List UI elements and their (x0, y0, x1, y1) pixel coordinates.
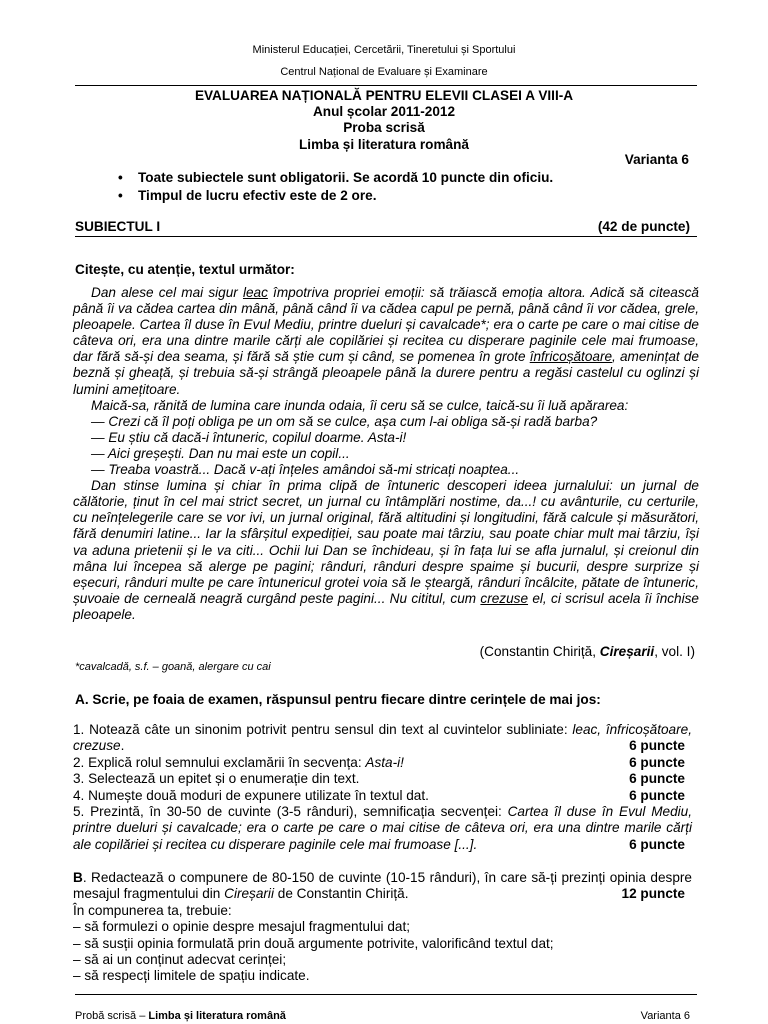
requirement-item: – să susții opinia formulată prin două argumente potrivite, valorificând textul dat; (73, 935, 554, 951)
title-line: EVALUAREA NAȚIONALĂ PENTRU ELEVII CLASEI A VIII-A (194, 88, 574, 103)
subject-divider (75, 236, 697, 237)
dialogue-line: — Crezi că îl poți obliga pe un om să se culce, așa cum l-ai obliga să-și radă barba? (91, 413, 598, 429)
footer-variant: Varianta 6 (640, 1010, 690, 1022)
requirement-item: – să ai un conținut adecvat cerinței; (73, 952, 287, 968)
footer-divider (75, 994, 697, 995)
underlined-word: crezuse (480, 590, 529, 606)
text-paragraph: Maică-sa, rănită de lumina care inunda odaia, îi ceru să se culce, taică-su îi luă apărarea: (91, 397, 629, 413)
question-points: 6 puncte (629, 738, 685, 754)
requirements-title: În compunerea ta, trebuie: (73, 902, 232, 918)
title-line: Limba și literatura română (299, 136, 469, 152)
subject-points: (42 de puncte) (597, 219, 690, 234)
text-paragraph: Dan alese cel mai sigur leac împotriva propriei emoții: să trăiască emoția altora. Adică să citească până îi va cădea cartea din mână, până când îi va cădea capul pe pernă, până când îi vor cădea, grele, pleoapele. Cartea îl duse în Evul Mediu, printre dueluri și cavalcade*; era o carte pe care o mai citise de câteva ori, era una dintre marile cărți ale copilăriei și recitea cu disperare paginile cele mai frumoase, dar fără să-și dea seama, și fără să știe cum și când, se pomenea în grote înfricoșătoare, amenințat de beznă și gheață, și trebuia să-și strângă pleoapele până la durere pentru a regăsi castelul cu oglinzi și lumini amețitoare. (73, 285, 699, 397)
underlined-word: înfricoșătoare (529, 349, 613, 365)
requirement-item: – să formulezi o opinie despre mesajul fragmentului dat; (73, 919, 411, 935)
dialogue-line: — Eu știu că dacă-i întuneric, copilul doarme. Asta-i! (91, 429, 407, 445)
part-b (73, 870, 692, 985)
part-b-task: B. Redactează o compunere de 80-150 de cuvinte (10-15 rânduri), în care să-ți prezinți opinia despre mesajul fragmentului din Cireșarii de Constantin Chiriță. 12 puncte (73, 870, 692, 902)
reading-instruction: Citește, cu atenție, textul următor: (75, 262, 295, 277)
rule-item: • Toate subiectele sunt obligatorii. Se acordă 10 puncte din oficiu. (116, 169, 716, 187)
question-points: 6 puncte (629, 771, 685, 787)
exam-rules (116, 169, 716, 205)
question-5: 5. Prezintă, în 30-50 de cuvinte (3-5 rânduri), semnificația secvenței: Cartea îl duse în Evul Mediu, printre dueluri și cavalcade; era o carte pe care o mai citise de câteva ori, era una dintre marile cărți ale copilăriei și recitea cu disperare paginile cele mai frumoase [...]. 6 puncte (73, 804, 692, 852)
variant-label: Varianta 6 (624, 152, 689, 167)
part-a-questions (73, 722, 692, 853)
footnote: *cavalcadă, s.f. – goană, alergare cu cai (75, 661, 271, 673)
part-a-title: A. Scrie, pe foaia de examen, răspunsul pentru fiecare dintre cerințele de mai jos: (75, 692, 601, 707)
question-points: 6 puncte (629, 836, 685, 852)
dialogue-line: — Treaba voastră... Dacă v-ați înțeles amândoi să-mi stricați noaptea... (91, 462, 520, 478)
question-points: 6 puncte (629, 754, 685, 770)
question-3: 3. Selectează un epitet și o enumerație din text. 6 puncte (73, 771, 692, 787)
question-2: 2. Explică rolul semnului exclamării în secvența: Asta-i! 6 puncte (73, 755, 692, 771)
text-paragraph: Dan stinse lumina și chiar în prima clipă de întuneric descoperi ideea jurnalului: un jurnal de călătorie, ținut în cel mai strict secret, un jurnal cu întâmplări nostime, da...! cu avânturile, cu certurile, cu neînțelegerile care se vor ivi, un jurnal original, fără altitudini și longitudini, fără calcule și măsurători, fără denumiri latine... Iar la sfârșitul expediției, sau poate mai târziu, sau poate chiar mult mai târziu, își va aduna prietenii și le va citi... Ochii lui Dan se închideau, și în fața lui se afla jurnalul, și creionul din mâna lui începea să alerge pe pagini; rânduri, rânduri despre spaime și bucurii, despre surprize și eșecuri, rânduri multe pe care întunericul grotei voia să le șteargă, rânduri încâlcite, pătate de întuneric, șuvoaie de cerneală neagră curgând peste pagini... Nu cititul, cum crezuse el, ci scrisul acela îi închise pleoapele. (73, 478, 699, 622)
dialogue-line: — Aici greșești. Dan nu mai este un copil... (91, 445, 350, 461)
question-1: 1. Notează câte un sinonim potrivit pentru sensul din text al cuvintelor subliniate: leac, înfricoșătoare, crezuse. 6 puncte (73, 722, 692, 754)
center-name: Centrul Național de Evaluare și Examinare (280, 66, 488, 78)
subject-title: SUBIECTUL I (75, 219, 161, 234)
header-divider (75, 85, 697, 86)
subject-heading (75, 219, 690, 234)
exam-title (0, 88, 768, 153)
question-4: 4. Numește două moduri de expunere utilizate în textul dat. 6 puncte (73, 788, 692, 804)
requirement-item: – să respecți limitele de spațiu indicate. (73, 968, 310, 984)
question-points: 6 puncte (629, 787, 685, 803)
ministry-name: Ministerul Educației, Cercetării, Tineretului și Sportului (252, 44, 516, 56)
work-title: Cireșarii (599, 644, 655, 659)
rule-item: • Timpul de lucru efectiv este de 2 ore. (116, 187, 716, 205)
question-points: 12 puncte (621, 886, 685, 902)
title-line: Anul școlar 2011-2012 (312, 104, 456, 120)
literary-text (73, 285, 699, 623)
footer-subject: Limba și literatura română (148, 1010, 286, 1022)
footer-left: Probă scrisă – Limba și literatura română (75, 1010, 286, 1022)
title-line: Proba scrisă (343, 120, 425, 136)
text-source: (Constantin Chiriță, Cireșarii, vol. I) (479, 644, 695, 659)
underlined-word: leac (242, 285, 268, 300)
